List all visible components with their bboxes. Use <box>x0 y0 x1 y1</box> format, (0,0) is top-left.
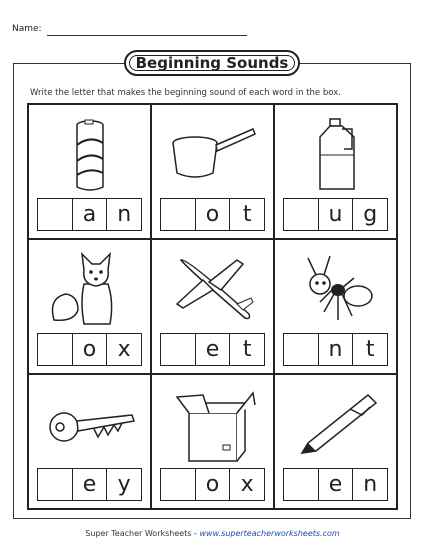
footer-brand: Super Teacher Worksheets <box>85 529 192 538</box>
letter-boxes <box>37 468 142 501</box>
letter-box: e <box>196 334 231 365</box>
grid-cell <box>274 374 397 509</box>
letter-box: e <box>319 469 354 500</box>
letter-boxes <box>283 198 388 231</box>
letter-boxes <box>37 333 142 366</box>
letter-box: n <box>319 334 354 365</box>
letter-box: n <box>363 472 378 497</box>
picture-grid <box>27 103 398 510</box>
letter-box: g <box>363 202 378 227</box>
letter-box: y <box>117 472 131 497</box>
jet-icon <box>167 250 259 330</box>
letter-input[interactable] <box>38 199 73 230</box>
letter-boxes <box>160 468 265 501</box>
letter-input[interactable] <box>161 469 196 500</box>
pot-icon <box>167 115 259 195</box>
letter-box: x <box>117 337 131 362</box>
letter-box: x <box>240 472 254 497</box>
grid-cell <box>151 239 274 374</box>
grid-cell <box>28 104 151 239</box>
grid-cell <box>274 104 397 239</box>
letter-box: n <box>117 202 132 227</box>
letter-box: a <box>73 199 108 230</box>
letter-boxes <box>283 468 388 501</box>
pen-icon <box>290 385 382 465</box>
grid-cell <box>28 374 151 509</box>
letter-box: t <box>242 337 252 362</box>
can-icon <box>44 115 136 195</box>
letter-box: u <box>319 199 354 230</box>
letter-input[interactable] <box>38 469 73 500</box>
letter-box: e <box>73 469 108 500</box>
grid-cell <box>151 104 274 239</box>
letter-box: t <box>365 337 375 362</box>
box-icon <box>167 385 259 465</box>
name-line[interactable] <box>47 35 247 36</box>
footer: Super Teacher Worksheets - www.superteacherworksheets.com <box>85 529 340 538</box>
letter-box: o <box>73 334 108 365</box>
jug-icon <box>290 115 382 195</box>
grid-cell <box>28 239 151 374</box>
name-label: Name: <box>12 24 42 34</box>
footer-url[interactable]: www.superteacherworksheets.com <box>199 529 340 538</box>
letter-boxes <box>160 198 265 231</box>
letter-input[interactable] <box>284 199 319 230</box>
letter-input[interactable] <box>284 334 319 365</box>
instructions: Write the letter that makes the beginning sound of each word in the box. <box>30 88 341 98</box>
letter-boxes <box>160 333 265 366</box>
letter-input[interactable] <box>161 334 196 365</box>
key-icon <box>44 385 136 465</box>
title-banner <box>124 50 300 76</box>
letter-boxes <box>37 198 142 231</box>
letter-input[interactable] <box>161 199 196 230</box>
letter-box: o <box>196 469 231 500</box>
letter-boxes <box>283 333 388 366</box>
letter-box: o <box>196 199 231 230</box>
grid-cell <box>274 239 397 374</box>
letter-input[interactable] <box>284 469 319 500</box>
grid-cell <box>151 374 274 509</box>
page-title: Beginning Sounds <box>135 54 289 72</box>
letter-input[interactable] <box>38 334 73 365</box>
letter-box: t <box>242 202 252 227</box>
ant-icon <box>290 250 382 330</box>
fox-icon <box>44 250 136 330</box>
